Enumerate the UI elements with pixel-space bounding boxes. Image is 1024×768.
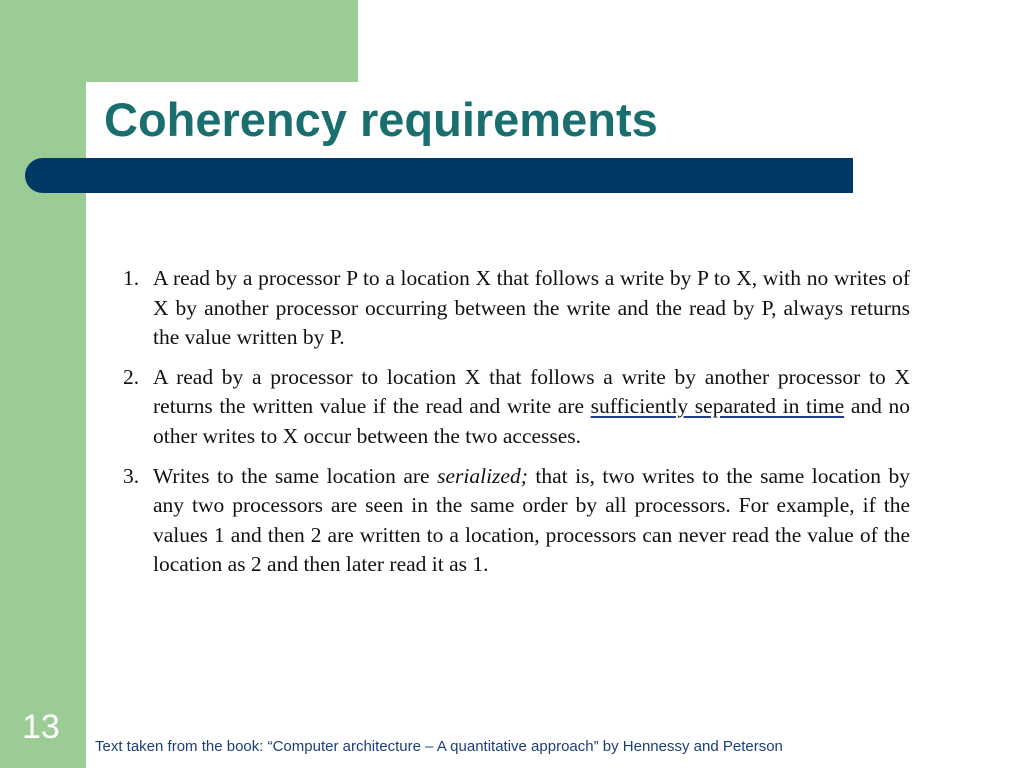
slide-title: Coherency requirements	[104, 93, 658, 146]
emphasized-term: serialized;	[437, 463, 528, 488]
title-underline-bar	[25, 158, 853, 193]
left-accent-band	[0, 0, 86, 768]
requirement-item-3	[110, 462, 910, 580]
requirements-list	[110, 264, 910, 590]
requirement-item-1	[110, 264, 910, 353]
requirement-number: 3.	[123, 463, 140, 488]
requirement-text: A read by a processor P to a location X that follows a write by P to X, with no writes of X by another processor occurring between the write and the read by P, always returns the value written by P.	[153, 266, 910, 350]
requirement-item-2	[110, 363, 910, 452]
top-accent-band	[0, 0, 358, 82]
highlighted-phrase: sufficiently separated in time	[590, 394, 845, 419]
requirement-text: Writes to the same location are serialized; that is, two writes to the same location by any two processors are seen in the same order by all processors. For example, if the values 1 and then 2 are written to a location, processors can never read the value of the location as 2 and then later read it as 1.	[153, 463, 910, 577]
requirement-number: 2.	[123, 364, 140, 389]
requirement-number: 1.	[123, 266, 140, 290]
source-citation: Text taken from the book: “Computer architecture – A quantitative approach” by Hennessy and Peterson	[95, 738, 783, 755]
slide-number: 13	[22, 708, 60, 746]
requirement-text: A read by a processor to location X that follows a write by another processor to X returns the written value if the read and write are sufficiently separated in time and no other writes to X occur between the two accesses.	[153, 364, 910, 448]
